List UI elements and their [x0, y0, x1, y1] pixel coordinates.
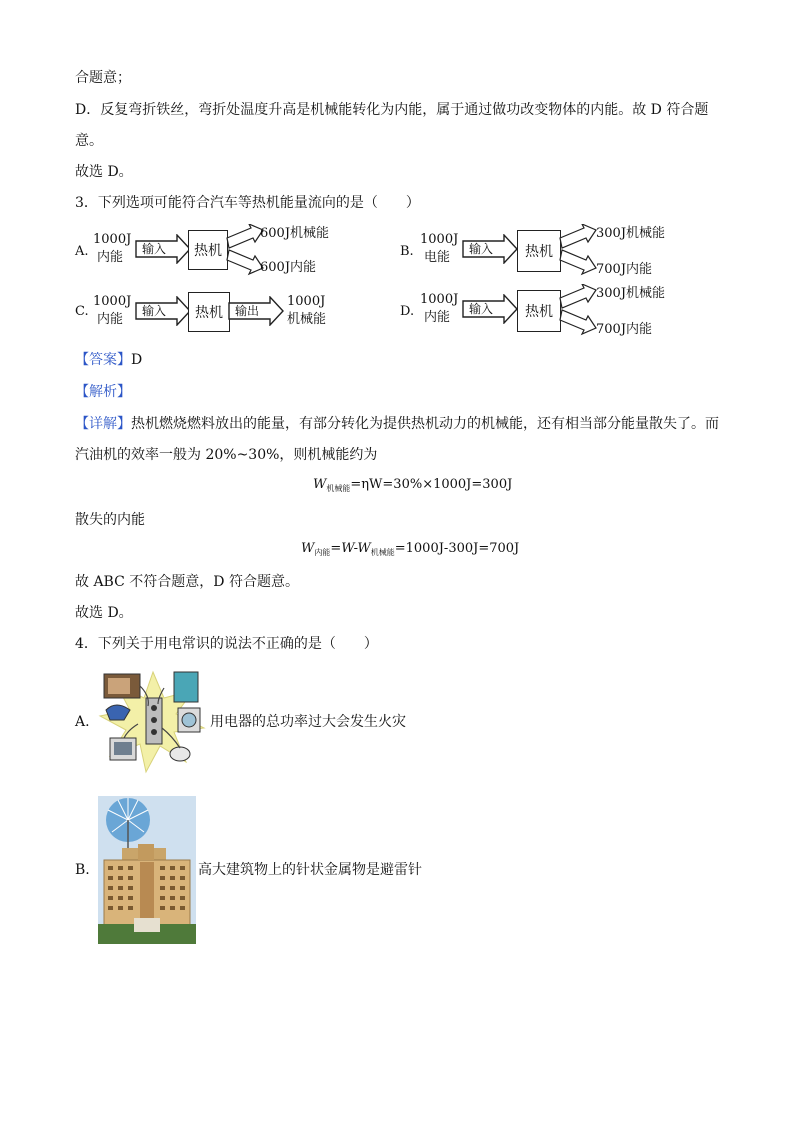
option-letter: B. [75, 862, 90, 878]
detail-line [75, 414, 719, 434]
option-letter: B. [400, 244, 414, 259]
option-letter: A. [75, 714, 90, 730]
input-amount: 1000J [93, 232, 132, 247]
answer-line [75, 350, 142, 370]
output-2: 机械能 [287, 312, 327, 327]
output-1: 600J机械能 [260, 226, 330, 241]
output-1: 300J机械能 [596, 226, 666, 241]
option-text: 用电器的总功率过大会发生火灾 [210, 714, 406, 730]
input-arrow-label: 输入 [142, 304, 167, 318]
heat-engine-box: 热机 [517, 230, 561, 272]
input-arrow-label: 输入 [469, 242, 494, 256]
input-type: 电能 [424, 250, 451, 265]
equation-mechanical: $W_{机械能}=\eta W=30\%\times 1000J=300J$ [313, 477, 513, 493]
equation-internal: $W_{内能}=W-W_{机械能}=1000J-300J=700J$ [301, 541, 520, 557]
text-line: 汽油机的效率一般为 20%~30%，则机械能约为 [75, 447, 378, 463]
output-2: 700J内能 [596, 262, 653, 277]
heat-engine-box: 热机 [188, 292, 230, 332]
option-d-diagram [400, 286, 730, 342]
building-illustration [98, 796, 196, 944]
text-line: 合题意； [75, 70, 131, 86]
input-amount: 1000J [420, 292, 459, 307]
option-letter: D. [400, 304, 415, 319]
detail-text: 热机燃烧燃料放出的能量，有部分转化为提供热机动力的机械能，还有相当部分能量散失了。而 [131, 416, 719, 432]
appliances-illustration [98, 668, 208, 776]
option-b-diagram [400, 226, 730, 282]
input-type: 内能 [97, 250, 124, 265]
option-a-diagram [75, 226, 375, 282]
output-2: 700J内能 [596, 322, 653, 337]
input-type: 内能 [424, 310, 451, 325]
option-text: 高大建筑物上的针状金属物是避雷针 [198, 862, 422, 878]
question-4: 4．下列关于用电常识的说法不正确的是（ ） [75, 636, 378, 652]
answer-tag: 【答案】 [75, 352, 131, 368]
input-arrow-label: 输入 [142, 242, 167, 256]
output-arrows [558, 284, 598, 340]
input-amount: 1000J [420, 232, 459, 247]
option-letter: C. [75, 304, 89, 319]
option-c-diagram [75, 290, 375, 338]
heat-engine-box: 热机 [188, 230, 228, 270]
detail-tag: 【详解】 [75, 416, 131, 432]
text-line: 意。 [75, 133, 103, 149]
output-arrow-label: 输出 [235, 304, 260, 318]
output-arrows [225, 224, 265, 280]
text-line: 故 ABC 不符合题意，D 符合题意。 [75, 574, 299, 590]
analysis-tag: 【解析】 [75, 384, 131, 400]
answer-value: D [131, 352, 143, 368]
text-line: D．反复弯折铁丝，弯折处温度升高是机械能转化为内能，属于通过做功改变物体的内能。故 D 符合题 [75, 102, 709, 118]
output-1: 1000J [287, 294, 326, 309]
input-type: 内能 [97, 312, 124, 327]
question-3: 3．下列选项可能符合汽车等热机能量流向的是（ ） [75, 195, 420, 211]
input-arrow-label: 输入 [469, 302, 494, 316]
output-2: 600J内能 [260, 260, 317, 275]
output-1: 300J机械能 [596, 286, 666, 301]
text-line: 故选 D。 [75, 164, 133, 180]
output-arrows [558, 224, 598, 280]
heat-engine-box: 热机 [517, 290, 561, 332]
text-line: 故选 D。 [75, 605, 133, 621]
text-line: 散失的内能 [75, 512, 145, 528]
input-amount: 1000J [93, 294, 132, 309]
option-letter: A. [75, 244, 89, 259]
